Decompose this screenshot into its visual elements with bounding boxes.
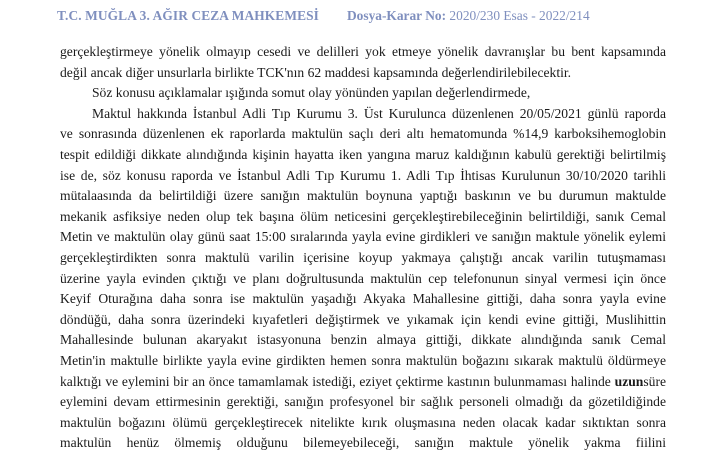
docket-value: 2020/230 Esas - 2022/214 — [449, 8, 590, 23]
text-line: Keyif Oturağına daha sonra ise maktulün yaşadığı Akyaka Mahallesine gittiği, daha sonra yayla evine — [60, 291, 666, 307]
text-line: mekanik asfiksiye neden olup tek başına ölüm neticesini gerçekleştirebileceğinin belirtildiği, sanık Cemal — [60, 208, 666, 224]
text-line: mütalaasında da belirtildiği üzere sanığın maktulün boynuna yaptığı baskının ve bu durumun maktulde — [60, 188, 666, 204]
court-name: T.C. MUĞLA 3. AĞIR CEZA MAHKEMESİ — [57, 8, 319, 23]
text-line: maktulün boğazını ölümü gerçekleştirecek nitelikte kırık oluşmasına neden olacak kadar sıktıktan sonra — [60, 414, 666, 430]
text-line: Metin ve maktulün olay günü saat 15:00 sıralarında yayla evine girdikleri ve sanığın maktule yönelik eylemi — [60, 229, 666, 245]
text-line: eylemini devam ettirmesinin gerektiği, sanığın profesyonel bir sağlık personeli olmadığı da gözetildiğinde — [60, 394, 666, 410]
text-line: Mahallesinde bulunan akaryakıt istasyonuna benzin almaya gittiği, dikkate alındığında sanık Cemal — [60, 332, 666, 348]
text-line: gerçekleştirmeye yönelik olmayıp cesedi ve delilleri yok etmeye yönelik davranışlar bu bent kapsamında — [60, 44, 666, 59]
text-line: üzerine yayla evinden çıktığı ve planı doğrultusunda maktulün cep telefonunun sinyal vermesi için önce — [60, 270, 666, 286]
docket-number — [347, 8, 590, 24]
text-line: Metin'in maktulle birlikte yayla evine girdikten hemen sonra maktulün boğazını sıkarak maktulü öldürmeye — [60, 352, 666, 368]
text-line-with-emphasis — [60, 372, 666, 393]
text-line-part: kalktığı ve eylemini bir an önce tamamlamak istediği, eziyet çektirme kastının bulunmaması halinde — [60, 373, 611, 389]
text-line: Maktul hakkında İstanbul Adli Tıp Kurumu 3. Üst Kurulunca düzenlenen 20/05/2021 günlü raporda — [92, 105, 666, 121]
docket-label: Dosya-Karar No: — [347, 8, 447, 23]
text-line: ve sonrasında düzenlenen ek raporlarda maktulün saçlı deri altı hematomunda %14,9 karboksihemoglobin — [60, 126, 666, 142]
page-header — [0, 0, 706, 30]
emphasized-word: uzun — [614, 373, 644, 389]
text-line: gerçekleştirdikten sonra maktulü varilin içerisine koyup yakmaya çalıştığı ancak varilin tutuşmaması — [60, 249, 666, 265]
text-line: ise de, söz konusu raporda ve İstanbul Adli Tıp Kurumu 1. Adli Tıp İhtisas Kurulunun 30/10/2020 tarihli — [60, 167, 666, 183]
document-body — [60, 42, 666, 454]
text-line: Söz konusu açıklamalar ışığında somut olay yönünden yapılan değerlendirmede, — [92, 85, 531, 101]
text-line: maktulün henüz ölmemiş olduğunu bilemeyebileceği, sanığın maktule yönelik yakma fiilini — [60, 435, 666, 451]
text-line: döndüğü, daha sonra üzerindeki kıyafetleri değiştirmek ve yıkamak için kendi evine gittiği, Muslihittin — [60, 311, 666, 327]
text-line: tespit edildiği dikkate alındığında kişinin hayatta iken yangına maruz kaldığının kabulü gerektiği belirtilmiş — [60, 146, 666, 162]
text-line-part: süre — [643, 373, 667, 389]
text-line: değil ancak diğer unsurlarla birlikte TCK'nın 62 maddesi kapsamında değerlendirilebilecektir. — [60, 64, 572, 80]
